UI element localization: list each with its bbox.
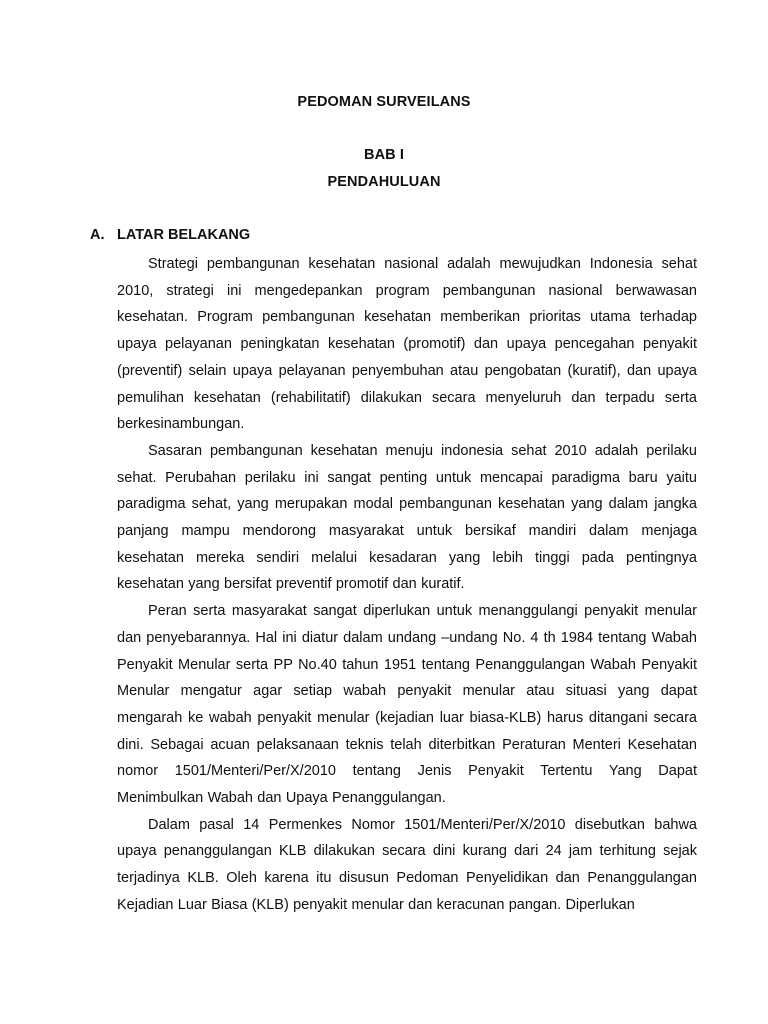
document-title: PEDOMAN SURVEILANS <box>297 94 471 110</box>
section-heading <box>90 226 250 244</box>
body-text <box>117 251 697 919</box>
paragraph: Peran serta masyarakat sangat diperlukan untuk menanggulangi penyakit menular dan penyebarannya. Hal ini diatur dalam undang –undang No. 4 th 1984 tentang Wabah Penyakit Menular serta PP No.40 tahun 1951 tentang Penanggulangan Wabah Penyakit Menular mengatur agar setiap wabah penyakit menular atau situasi yang dapat mengarah ke wabah penyakit menular (kejadian luar biasa-KLB) harus ditangani secara dini. Sebagai acuan pelaksanaan teknis telah diterbitkan Peraturan Menteri Kesehatan nomor 1501/Menteri/Per/X/2010 tentang Jenis Penyakit Tertentu Yang Dapat Menimbulkan Wabah dan Upaya Penanggulangan. <box>117 603 697 807</box>
section-heading-text: LATAR BELAKANG <box>117 227 251 243</box>
paragraph: Sasaran pembangunan kesehatan menuju indonesia sehat 2010 adalah perilaku sehat. Perubahan perilaku ini sangat penting untuk mencapai paradigma baru yaitu paradigma sehat, yang merupakan modal pembangunan kesehatan yang dalam jangka panjang mampu mendorong masyarakat untuk bersikaf mandiri dalam menjaga kesehatan mereka sendiri melalui kesadaran yang lebih tinggi pada pentingnya kesehatan yang bersifat preventif promotif dan kuratif. <box>117 442 697 593</box>
chapter-number: BAB I <box>364 147 404 163</box>
section-letter: A. <box>90 227 105 243</box>
paragraph: Dalam pasal 14 Permenkes Nomor 1501/Menteri/Per/X/2010 disebutkan bahwa upaya penanggulangan KLB dilakukan secara dini kurang dari 24 jam terhitung sejak terjadinya KLB. Oleh karena itu disusun Pedoman Penyelidikan dan Penanggulangan Kejadian Luar Biasa (KLB) penyakit menular dan keracunan pangan. Diperlukan <box>117 816 697 913</box>
chapter-title: PENDAHULUAN <box>327 174 441 190</box>
paragraph: Strategi pembangunan kesehatan nasional adalah mewujudkan Indonesia sehat 2010, strategi ini mengedepankan program pembangunan nasional berwawasan kesehatan. Program pembangunan kesehatan memberikan prioritas utama terhadap upaya pelayanan peningkatan kesehatan (promotif) dan upaya pencegahan penyakit (preventif) selain upaya pelayanan penyembuhan atau pengobatan (kuratif), dan upaya pemulihan kesehatan (rehabilitatif) dilakukan secara menyeluruh dan terpadu serta berkesinambungan. <box>117 256 697 433</box>
